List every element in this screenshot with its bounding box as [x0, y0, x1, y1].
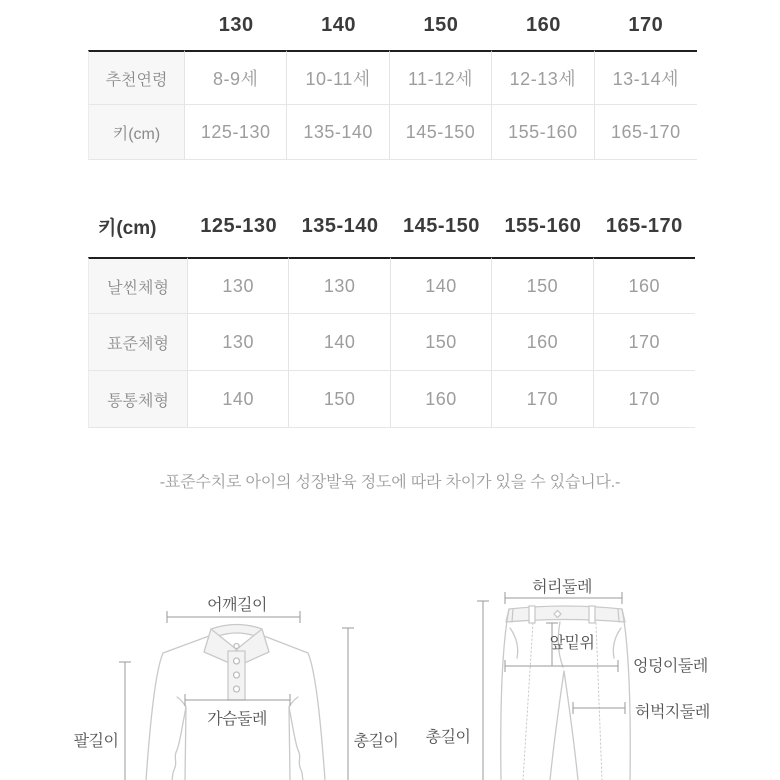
thigh-circumference-label: 허벅지둘레 [635, 704, 710, 721]
size-cell: 150 [492, 257, 593, 314]
arm-length-label: 팔길이 [73, 733, 119, 750]
height-cell: 145-150 [390, 105, 492, 160]
body-type-table [88, 195, 695, 428]
row-label-age: 추천연령 [88, 50, 185, 105]
age-cell: 12-13세 [492, 50, 594, 105]
chest-circumference-label: 가슴둘레 [207, 711, 267, 728]
height-range-header: 135-140 [301, 214, 379, 237]
row-label-slim: 날씬체형 [88, 257, 188, 314]
size-cell: 140 [188, 371, 289, 428]
waist-circumference-label: 허리둘레 [532, 579, 592, 596]
height-cell: 155-160 [492, 105, 594, 160]
size-column-header: 150 [423, 13, 459, 36]
size-cell: 170 [594, 371, 695, 428]
shirt-total-length-label: 총길이 [353, 733, 399, 750]
size-cell: 130 [289, 257, 390, 314]
size-column-header: 160 [525, 13, 561, 36]
size-cell: 130 [188, 314, 289, 371]
height-range-header: 125-130 [200, 214, 278, 237]
pants-total-length-label: 총길이 [425, 729, 471, 746]
size-column-header: 170 [628, 13, 664, 36]
size-cell: 160 [492, 314, 593, 371]
growth-note: -표준수치로 아이의 성장발육 정도에 따라 차이가 있을 수 있습니다.- [159, 474, 621, 491]
size-cell: 150 [391, 314, 492, 371]
age-cell: 8-9세 [185, 50, 287, 105]
size-table [88, 0, 697, 160]
row-label-chubby: 통통체형 [88, 371, 188, 428]
height-range-header: 155-160 [504, 214, 582, 237]
age-cell: 10-11세 [287, 50, 389, 105]
size-cell: 140 [289, 314, 390, 371]
size-cell: 170 [594, 314, 695, 371]
size-cell: 160 [594, 257, 695, 314]
size-cell: 130 [188, 257, 289, 314]
row-label-standard: 표준체형 [88, 314, 188, 371]
row-label-height: 키(cm) [88, 105, 185, 160]
size-cell: 150 [289, 371, 390, 428]
height-cell: 135-140 [287, 105, 389, 160]
age-cell: 13-14세 [595, 50, 697, 105]
size-column-header: 140 [321, 13, 357, 36]
size-cell: 140 [391, 257, 492, 314]
height-cell: 165-170 [595, 105, 697, 160]
size-column-header: 130 [218, 13, 254, 36]
age-cell: 11-12세 [390, 50, 492, 105]
size-cell: 170 [492, 371, 593, 428]
shirt-diagram [146, 625, 325, 780]
front-rise-label: 앞밑위 [549, 635, 595, 652]
size-table-corner [88, 0, 185, 50]
height-range-header: 145-150 [403, 214, 480, 237]
size-cell: 160 [391, 371, 492, 428]
height-cell: 125-130 [185, 105, 287, 160]
hip-circumference-label: 엉덩이둘레 [633, 658, 708, 675]
height-range-header: 165-170 [605, 214, 683, 237]
shoulder-length-label: 어깨길이 [207, 597, 267, 614]
body-table-corner: 키(cm) [98, 217, 157, 239]
